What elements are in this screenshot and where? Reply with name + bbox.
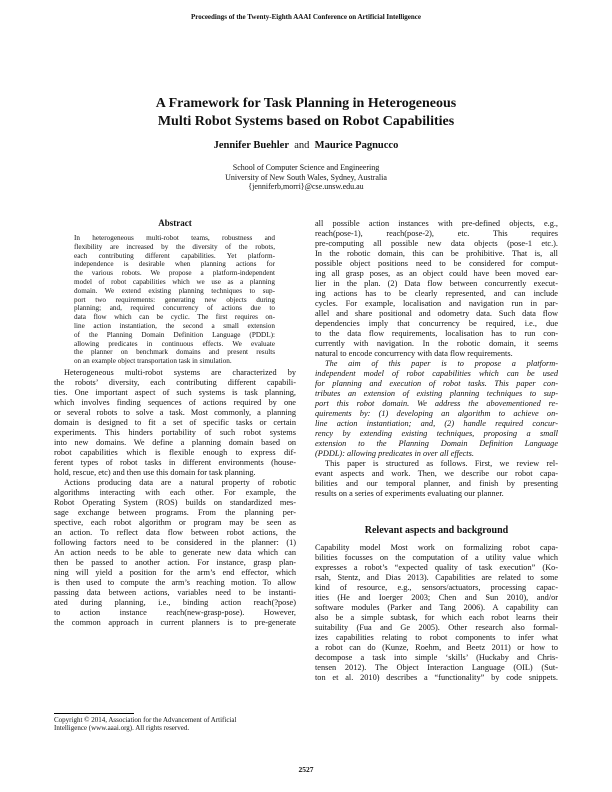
text-line: Robot Operating System (ROS) builds on standardized mes-	[54, 498, 296, 507]
text-line: passing data between actions, variables need to be instanti-	[54, 588, 296, 597]
text-line: experiments. This hinders portability of such robot systems	[54, 428, 296, 437]
text-line: model of robot capabilities which we use as a planning	[74, 277, 275, 286]
text-line: bilities and our temporal planner, and finish by presenting	[315, 479, 558, 488]
text-line: the various robots. We propose a platform-independent	[74, 269, 275, 278]
text-line: to the data flow requirements, localisation has to run con-	[315, 329, 558, 338]
text-line: allel and share positional and odometry data. Such data flow	[315, 309, 558, 318]
text-line: data flow which can be cyclic. The first requires on-	[74, 313, 275, 322]
text-line: tensen 2012). The Object Interaction Language (OIL) (Sut-	[315, 663, 558, 672]
text-line: independence is desirable when planning actions for	[74, 260, 275, 269]
text-line: port two requirements: generating new objects during	[74, 295, 275, 304]
text-line: currently with navigation. In the robotic domain, it seems	[315, 339, 558, 348]
text-line: In the robotic domain, this can be prohibitive. That is, all	[315, 249, 558, 258]
text-line: ton et al. 2010) describes a “functionality” by code snippets.	[315, 673, 558, 682]
text-line: ities (He and Ioerger 2003; Chen and Sun 2010), and/or	[315, 593, 558, 602]
text-line: izes capabilities relating to robot components to infer what	[315, 633, 558, 642]
text-line: planning; and, required concurrency of actions due to	[74, 304, 275, 313]
text-line: possible object positions need to be considered for comput-	[315, 259, 558, 268]
text-line: a robot can do (Kunze, Roehm, and Beetz 2011) or how to	[315, 643, 558, 652]
abstract-heading: Abstract	[158, 218, 192, 228]
text-line: evant aspects and work. Then, we describe our robot capa-	[315, 469, 558, 478]
affiliation	[0, 163, 612, 192]
text-line: is then used to compute the arm’s reaching motion. To allow	[54, 578, 296, 587]
text-line: independent model of robot capabilities which can be used	[315, 369, 558, 378]
text-line: Heterogeneous multi-robot systems are characterized by	[64, 368, 296, 377]
author-name: Jennifer Buehler	[213, 140, 289, 151]
text-line: an action. To reflect data flow between robot actions, the	[54, 528, 296, 537]
page-number: 2527	[298, 765, 314, 774]
text-line: ferent types of robot tasks in different environments (house-	[54, 458, 296, 467]
text-line: of the Planning Domain Definition Language (PDDL):	[74, 330, 275, 339]
right-column-body	[315, 219, 558, 499]
text-line: flexibility are increased by the diversity of the robots,	[74, 242, 275, 251]
section-body	[315, 543, 558, 683]
text-line: rency by extending existing techniques, proposing a small	[315, 429, 558, 438]
text-line: hold, rescue, etc) and then use this domain for task planning.	[54, 468, 256, 477]
text-line: Actions producing data are a natural property of robotic	[64, 478, 296, 487]
left-column-body	[54, 368, 296, 628]
title-line: Multi Robot Systems based on Robot Capabilities	[157, 114, 455, 129]
text-line: expresses a robot’s “expected quality of task execution” (Ko-	[315, 563, 558, 572]
author-list	[0, 140, 612, 151]
text-line: line action instantiation, the second a small extension	[74, 321, 275, 330]
affiliation-line: University of New South Wales, Sydney, Australia	[225, 172, 387, 182]
text-line: into new domains. We define a planning domain based on	[54, 438, 296, 447]
text-line: ing actions has to be clearly represented, and can include	[315, 289, 558, 298]
footnote-line: Copyright © 2014, Association for the Advancement of Artificial	[54, 716, 237, 724]
text-line: the planner on benchmark domains and present results	[74, 348, 275, 357]
text-line: dependencies imply that concurrency be required, i.e., due	[315, 319, 558, 328]
text-line: sage exchange between programs. From the planning per-	[54, 508, 296, 517]
author-separator: and	[294, 140, 310, 151]
text-line: also be a simple subtask, for which each robot learns their	[315, 613, 558, 622]
text-line: pre-computing all possible new data objects (pose-1 etc.).	[315, 239, 558, 248]
author-emails: {jenniferb,morri}@cse.unsw.edu.au	[248, 182, 364, 192]
text-line: following factors need to be considered in the planner: (1)	[54, 538, 296, 547]
text-line: ing all grasp poses, as an object could have been moved ear-	[315, 269, 558, 278]
text-line: extension to the Planning Domain Definition Language	[315, 439, 558, 448]
text-line: robot capabilities which is flexible enough to express dif-	[54, 448, 296, 457]
text-line: domain is designed to fit a set of specific tasks or certain	[54, 418, 296, 427]
author-name: Maurice Pagnucco	[314, 140, 399, 151]
text-line: which involves finding sequences of actions required by one	[54, 398, 296, 407]
text-line: cycles. For example, localisation and navigation run in par-	[315, 299, 558, 308]
text-line: ties. One important aspect of such systems is task planning,	[54, 388, 296, 397]
text-line: for planning and execution of robot tasks. This paper con-	[315, 379, 558, 388]
text-line: on an example object transportation task in simulation.	[74, 357, 232, 366]
text-line: to action instance reach(new-grasp-pose). However,	[54, 608, 296, 617]
text-line: domain. We extend existing planning techniques to sup-	[74, 286, 275, 295]
text-line: (PDDL): allowing predicates in over all effects.	[315, 449, 474, 458]
text-line: allowing predicates in continuous effects. We evaluate	[74, 339, 275, 348]
text-line: decompose a task into simple ‘skills’ (Huckaby and Chris-	[315, 653, 558, 662]
section-heading: Relevant aspects and background	[364, 525, 509, 536]
abstract-body	[74, 234, 275, 366]
text-line: quirements by: (1) developing an algorithm to achieve on-	[315, 409, 558, 418]
affiliation-line: School of Computer Science and Engineering	[232, 163, 380, 172]
text-line: software modules (Parker and Tang 2006). A capability can	[315, 603, 558, 612]
text-line: Capability model Most work on formalizing robot capa-	[315, 543, 558, 552]
text-line: lier in the plan. (2) Data flow between concurrently execut-	[315, 279, 558, 288]
text-line: ated during planning, i.e., binding action reach(?pose)	[54, 598, 296, 607]
title-line: A Framework for Task Planning in Heterogeneous	[155, 96, 457, 111]
footnote-rule	[54, 713, 134, 714]
text-line: rsah, Stentz, and Dias 2013). Capabilities are related to some	[315, 573, 558, 582]
text-line: port this robot domain. We address the abovementioned re-	[315, 399, 558, 408]
text-line: This paper is structured as follows. First, we review rel-	[325, 459, 558, 468]
text-line: ning will yield a position for the arm’s end effector, which	[54, 568, 296, 577]
text-line: reach(pose-1), reach(pose-2), etc. This requires	[315, 229, 558, 238]
copyright-footnote	[54, 716, 296, 733]
text-line: An action needs to be able to generate new data which can	[54, 548, 296, 557]
paper-title	[0, 95, 612, 131]
text-line: results on a series of experiments evaluating our planner.	[315, 489, 504, 498]
text-line: the common approach in current planners is to pre-generate	[54, 618, 296, 627]
text-line: the robots’ diversity, each contributing different capabili-	[54, 378, 296, 387]
text-line: all possible action instances with pre-defined objects, e.g.,	[315, 219, 558, 228]
text-line: each contributing different capabilities. Yet platform-	[74, 251, 275, 260]
text-line: The aim of this paper is to propose a platform-	[325, 359, 558, 368]
text-line: line action instantiation; and, (2) handle required concur-	[315, 419, 558, 428]
text-line: tributes an extension of existing planning techniques to sup-	[315, 389, 558, 398]
text-line: natural to encode concurrency with data flow requirements.	[315, 349, 513, 358]
text-line: kind of resource, e.g., sensors/actuators, processing capac-	[315, 583, 558, 592]
text-line: then be passed to another action. For instance, grasp plan-	[54, 558, 296, 567]
conference-header: Proceedings of the Twenty-Eighth AAAI Conference on Artificial Intelligence	[190, 13, 422, 21]
text-line: bilities focusses on the computation of a utility value which	[315, 553, 558, 562]
text-line: spective, each robot algorithm or program may be seen as	[54, 518, 296, 527]
text-line: suitability (Fua and Ge 2005). Other research also formal-	[315, 623, 558, 632]
text-line: or several robots to solve a task. Most commonly, a planning	[54, 408, 296, 417]
text-line: algorithms interacting with each other. For example, the	[54, 488, 296, 497]
text-line: In heterogeneous multi-robot teams, robustness and	[74, 234, 275, 242]
footnote-line: Intelligence (www.aaai.org). All rights reserved.	[54, 724, 190, 733]
